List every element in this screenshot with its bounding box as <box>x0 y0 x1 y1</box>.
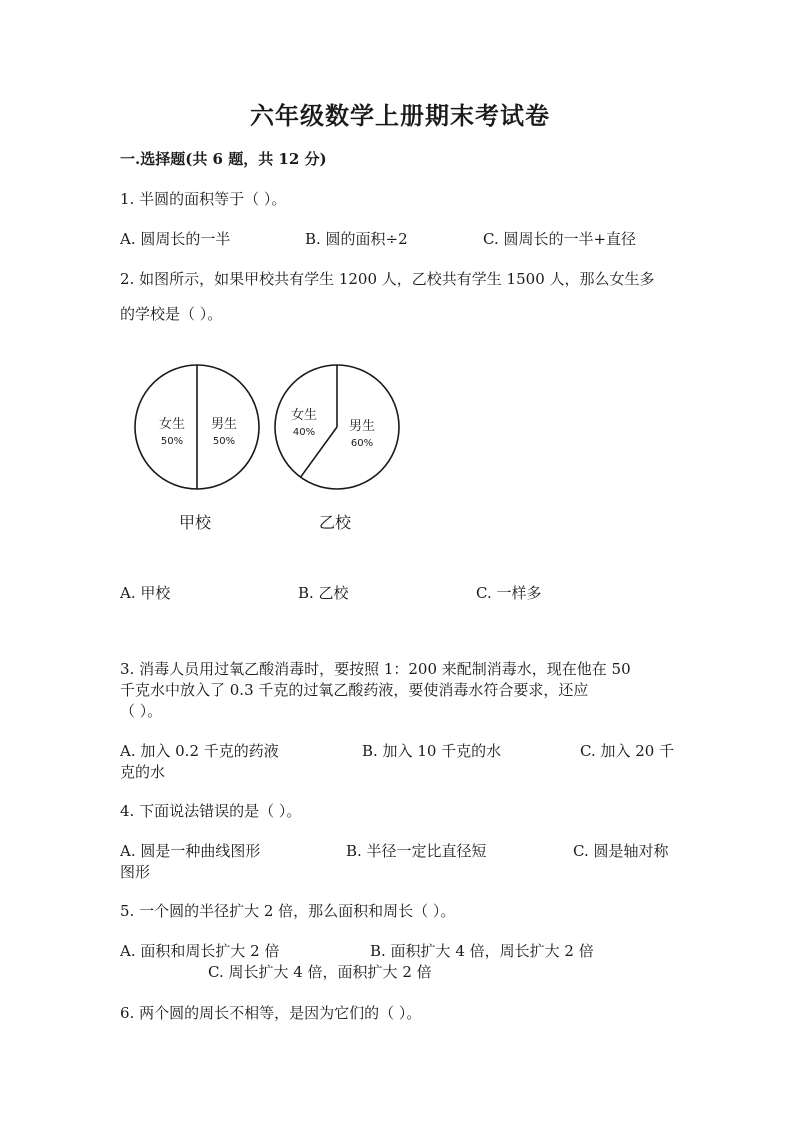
question-3-option-c[interactable]: C. 加入 20 千 <box>580 742 675 760</box>
question-2-text-line1: 2. 如图所示，如果甲校共有学生 1200 人，乙校共有学生 1500 人，那么女生多 <box>120 270 655 288</box>
question-5-option-c[interactable]: C. 周长扩大 4 倍，面积扩大 2 倍 <box>208 963 432 981</box>
question-3-text-line2: 千克水中放入了 0.3 千克的过氧乙酸药液，要使消毒水符合要求，还应 <box>120 681 589 699</box>
question-2-option-b[interactable]: B. 乙校 <box>298 584 349 602</box>
question-4-text: 4. 下面说法错误的是（ ）。 <box>120 802 302 820</box>
question-2-text-line2: 的学校是（ ）。 <box>120 305 223 323</box>
question-5-option-a[interactable]: A. 面积和周长扩大 2 倍 <box>120 942 280 960</box>
pie1-slice-percent-boys: 50% <box>212 436 236 447</box>
pie2-slice-label-boys: 男生 <box>348 419 375 434</box>
question-3-text-line3: （ ）。 <box>120 702 163 720</box>
question-2-option-a[interactable]: A. 甲校 <box>120 584 171 602</box>
question-1-option-b[interactable]: B. 圆的面积÷2 <box>305 230 408 248</box>
question-2-option-c[interactable]: C. 一样多 <box>476 584 542 602</box>
question-6-text: 6. 两个圆的周长不相等，是因为它们的（ ）。 <box>120 1004 422 1022</box>
question-4-option-c[interactable]: C. 圆是轴对称 <box>573 842 669 860</box>
question-3-option-c-wrap: 克的水 <box>120 763 166 781</box>
question-5-option-b[interactable]: B. 面积扩大 4 倍，周长扩大 2 倍 <box>370 942 594 960</box>
pie2-slice-label-girls: 女生 <box>290 408 317 423</box>
question-1-option-a[interactable]: A. 圆周长的一半 <box>120 230 231 248</box>
question-4-option-a[interactable]: A. 圆是一种曲线图形 <box>120 842 261 860</box>
question-1-option-c[interactable]: C. 圆周长的一半+直径 <box>483 230 637 248</box>
question-3-option-a[interactable]: A. 加入 0.2 千克的药液 <box>120 742 279 760</box>
pie2-slice-percent-boys: 60% <box>350 438 374 449</box>
page-title: 六年级数学上册期末考试卷 <box>250 101 550 130</box>
question-3-option-b[interactable]: B. 加入 10 千克的水 <box>362 742 502 760</box>
pie2-title: 乙校 <box>318 513 351 532</box>
pie2-slice-percent-girls: 40% <box>292 427 316 438</box>
pie1-slice-label-boys: 男生 <box>210 417 237 432</box>
section-heading: 一.选择题(共 6 题，共 12 分) <box>120 150 327 168</box>
question-5-text: 5. 一个圆的半径扩大 2 倍，那么面积和周长（ ）。 <box>120 902 456 920</box>
question-3-text-line1: 3. 消毒人员用过氧乙酸消毒时，要按照 1：200 来配制消毒水，现在他在 50 <box>120 660 631 678</box>
pie-charts <box>130 360 420 540</box>
pie1-slice-label-girls: 女生 <box>158 417 185 432</box>
pie1-slice-percent-girls: 50% <box>160 436 184 447</box>
question-4-option-b[interactable]: B. 半径一定比直径短 <box>346 842 487 860</box>
question-4-option-c-wrap: 图形 <box>120 863 151 881</box>
pie1-title: 甲校 <box>178 513 211 532</box>
question-1-text: 1. 半圆的面积等于（ ）。 <box>120 190 287 208</box>
